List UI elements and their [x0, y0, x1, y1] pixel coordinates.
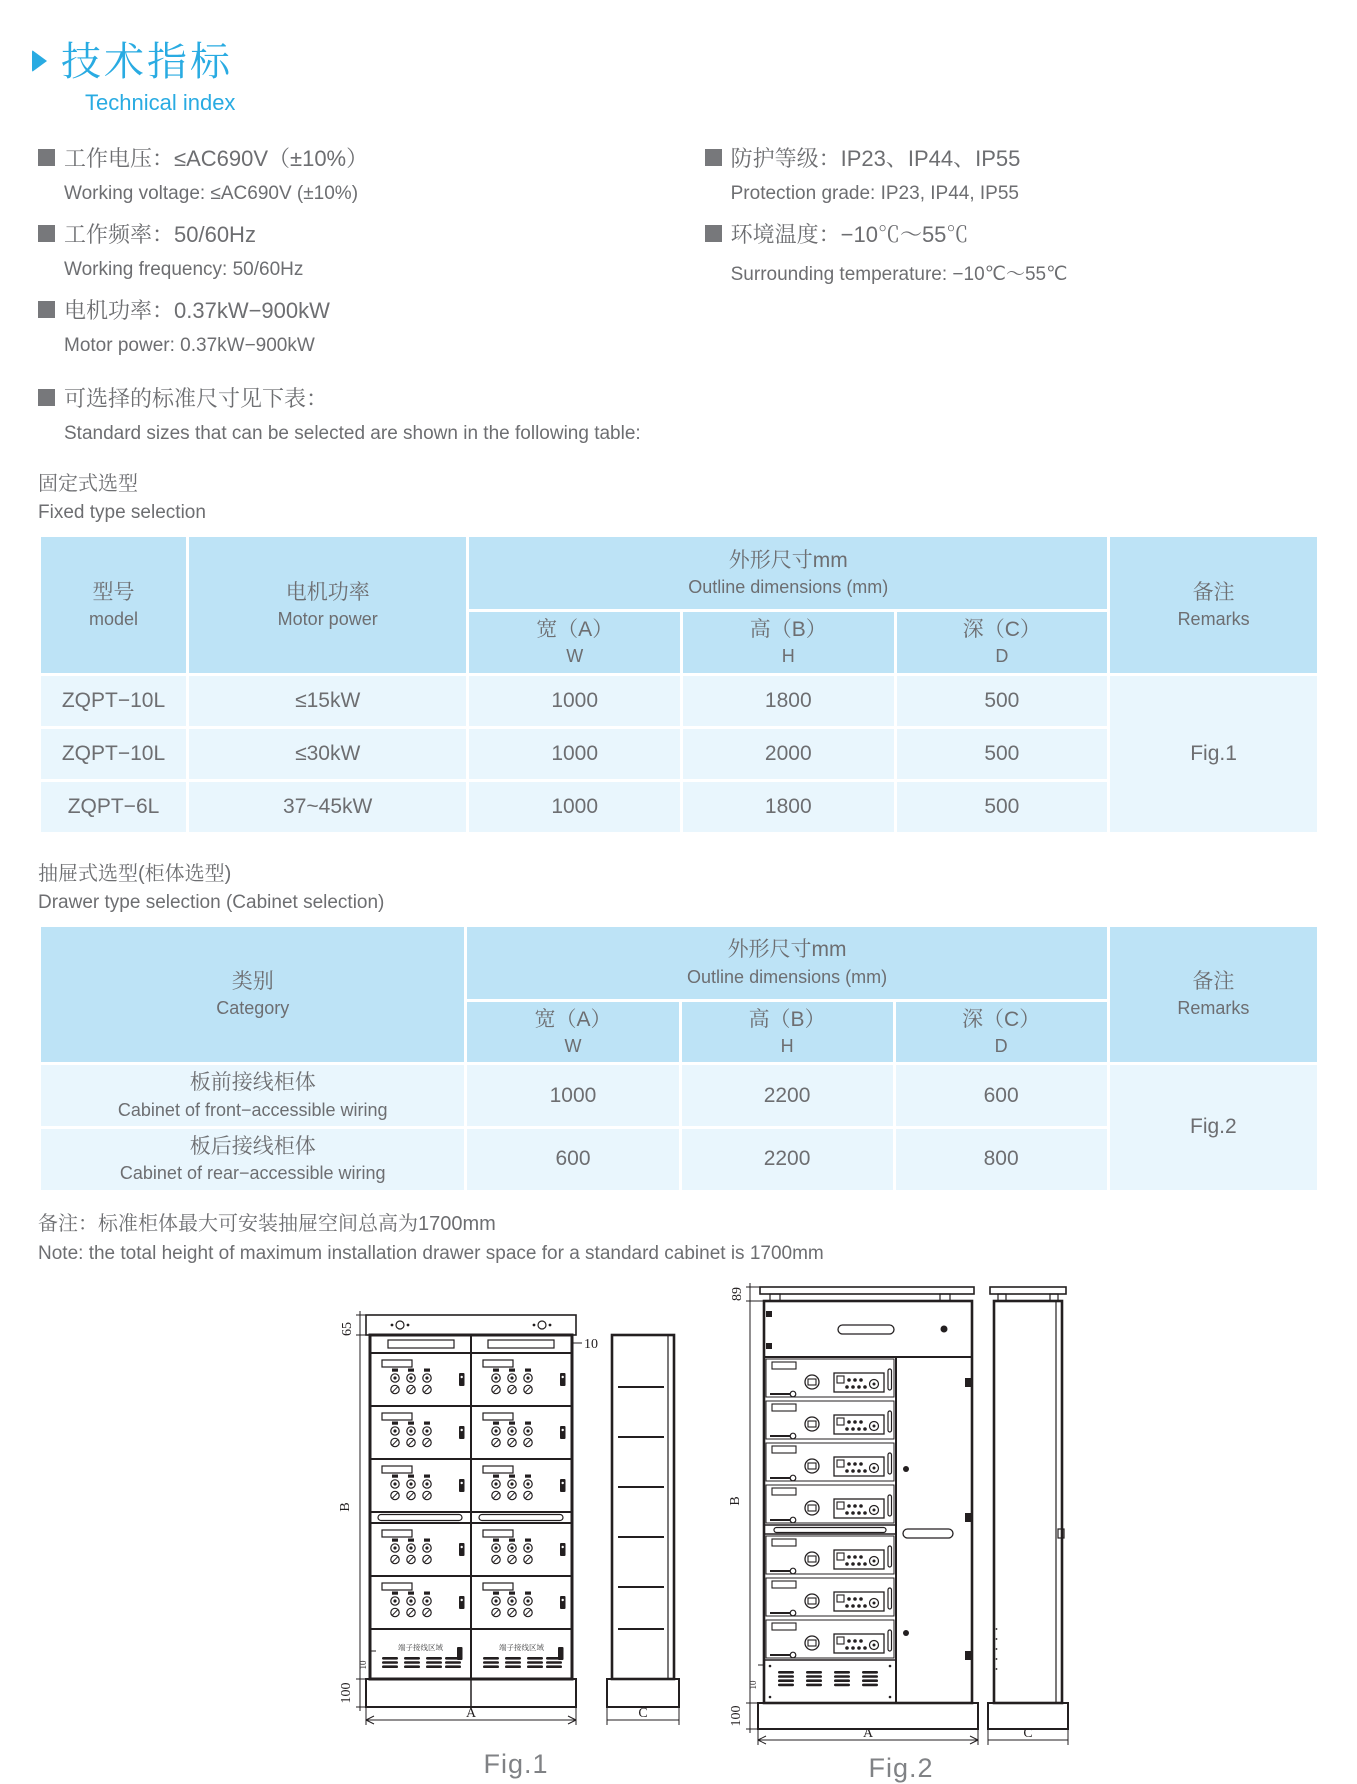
spec-en: Standard sizes that can be selected are shown in the following table: [64, 423, 641, 444]
spec-en: Working frequency: 50/60Hz [64, 259, 304, 280]
spec-item-temperature [705, 218, 1320, 286]
spec-column-left [38, 142, 705, 370]
dim-label-65: 65 [340, 1321, 355, 1336]
col-header-outline-dimensions: 外形尺寸mm Outline dimensions (mm) [467, 927, 1106, 999]
col-header-height: 高（B） H [682, 1002, 893, 1063]
col-header-depth: 深（C） D [897, 612, 1108, 673]
spec-item-motor-power [38, 294, 705, 357]
col-header-width: 宽（A） W [467, 1002, 678, 1063]
fig1-front-view [366, 1315, 576, 1707]
dim-label-C: C [638, 1705, 648, 1721]
spec-list [38, 142, 1320, 370]
bullet-square-icon [38, 149, 55, 166]
fig2-caption: Fig.2 [868, 1752, 934, 1783]
col-header-outline-dimensions: 外形尺寸mm Outline dimensions (mm) [469, 537, 1107, 609]
dim-label-10-bottom: 10 [748, 1680, 758, 1690]
terminal-area-label: 端子接线区域 [499, 1642, 544, 1652]
spec-zh: 环境温度：−10℃～55℃ [730, 222, 969, 247]
dim-label-B: B [338, 1501, 353, 1512]
dim-label-89: 89 [730, 1286, 745, 1301]
dim-label-C: C [1023, 1725, 1033, 1741]
dim-label-A: A [465, 1705, 477, 1721]
dim-label-100: 100 [339, 1682, 354, 1704]
fig2-drawing [706, 1273, 1096, 1749]
fig1-side-view [607, 1335, 679, 1707]
col-header-remarks: 备注 Remarks [1110, 537, 1317, 673]
fixed-section-label-zh: 固定式选型 [38, 473, 138, 495]
spec-en: Protection grade: IP23, IP44, IP55 [730, 183, 1019, 204]
table-row: 板前接线柜体 Cabinet of front−accessible wiring 1000 2200 600 Fig.2 [41, 1065, 1317, 1126]
bullet-square-icon [705, 149, 722, 166]
table-row: ZQPT−10L ≤15kW 1000 1800 500 Fig.1 [41, 676, 1317, 726]
bullet-square-icon [38, 389, 55, 406]
table-row: ZQPT−10L ≤30kW 1000 2000 500 [41, 729, 1317, 779]
spec-zh: 电机功率：0.37kW−900kW [64, 298, 330, 323]
spec-zh: 工作电压：≤AC690V（±10%） [64, 146, 369, 171]
spec-zh: 工作频率：50/60Hz [64, 222, 256, 247]
spec-en: Working voltage: ≤AC690V (±10%) [64, 183, 359, 204]
note-zh: 备注：标准柜体最大可安装抽屉空间总高为1700mm [38, 1212, 496, 1235]
spec-item-table-intro [38, 382, 1320, 445]
figure-2 [706, 1273, 1096, 1784]
terminal-area-label: 端子接线区域 [398, 1642, 443, 1652]
bullet-square-icon [38, 301, 55, 318]
fig2-side-view [988, 1287, 1068, 1729]
fixed-type-table [38, 534, 1320, 835]
dim-label-10-bottom: 10 [358, 1660, 368, 1670]
dim-label-B: B [728, 1495, 743, 1506]
spec-zh: 可选择的标准尺寸见下表： [64, 386, 329, 411]
remarks-cell: Fig.1 [1110, 676, 1317, 832]
fig1-drawing [330, 1299, 702, 1745]
fig2-front-view [758, 1287, 978, 1729]
note-en: Note: the total height of maximum installation drawer space for a standard cabinet is 1700mm [38, 1242, 824, 1264]
col-header-category: 类别 Category [41, 927, 464, 1063]
drawer-section-label-en: Drawer type selection (Cabinet selection) [38, 891, 385, 913]
spec-en: Motor power: 0.37kW−900kW [64, 335, 315, 356]
spec-item-frequency [38, 218, 705, 281]
page-subtitle: Technical index [85, 90, 236, 115]
spec-item-voltage [38, 142, 705, 205]
fixed-section-label-en: Fixed type selection [38, 502, 206, 523]
figure-area [38, 1273, 1320, 1784]
category-cell: 板后接线柜体 Cabinet of rear−accessible wiring [41, 1129, 464, 1190]
fig1-caption: Fig.1 [483, 1748, 549, 1779]
dim-label-A: A [862, 1725, 874, 1741]
section-triangle-icon [32, 50, 47, 72]
spec-en: Surrounding temperature: −10℃～55℃ [730, 264, 1068, 285]
page-header [38, 40, 1320, 116]
col-header-width: 宽（A） W [469, 612, 680, 673]
col-header-model: 型号 model [41, 537, 186, 673]
category-cell: 板前接线柜体 Cabinet of front−accessible wiring [41, 1065, 464, 1126]
dim-label-10-top: 10 [584, 1336, 598, 1352]
remarks-cell: Fig.2 [1110, 1065, 1317, 1189]
drawer-type-table [38, 924, 1320, 1193]
bullet-square-icon [705, 225, 722, 242]
col-header-remarks: 备注 Remarks [1110, 927, 1317, 1063]
spec-column-right [705, 142, 1320, 370]
table-row: ZQPT−6L 37~45kW 1000 1800 500 [41, 782, 1317, 832]
spec-item-protection [705, 142, 1320, 205]
drawer-section-label-zh: 抽屉式选型(柜体选型) [38, 862, 232, 885]
page-title: 技术指标 [61, 40, 233, 84]
spec-zh: 防护等级：IP23、IP44、IP55 [730, 146, 1021, 171]
bullet-square-icon [38, 225, 55, 242]
col-header-depth: 深（C） D [896, 1002, 1107, 1063]
dim-label-100: 100 [729, 1705, 744, 1727]
col-header-motor-power: 电机功率 Motor power [189, 537, 466, 673]
figure-1 [330, 1299, 702, 1780]
col-header-height: 高（B） H [683, 612, 894, 673]
table-row: 板后接线柜体 Cabinet of rear−accessible wiring 600 2200 800 [41, 1129, 1317, 1190]
